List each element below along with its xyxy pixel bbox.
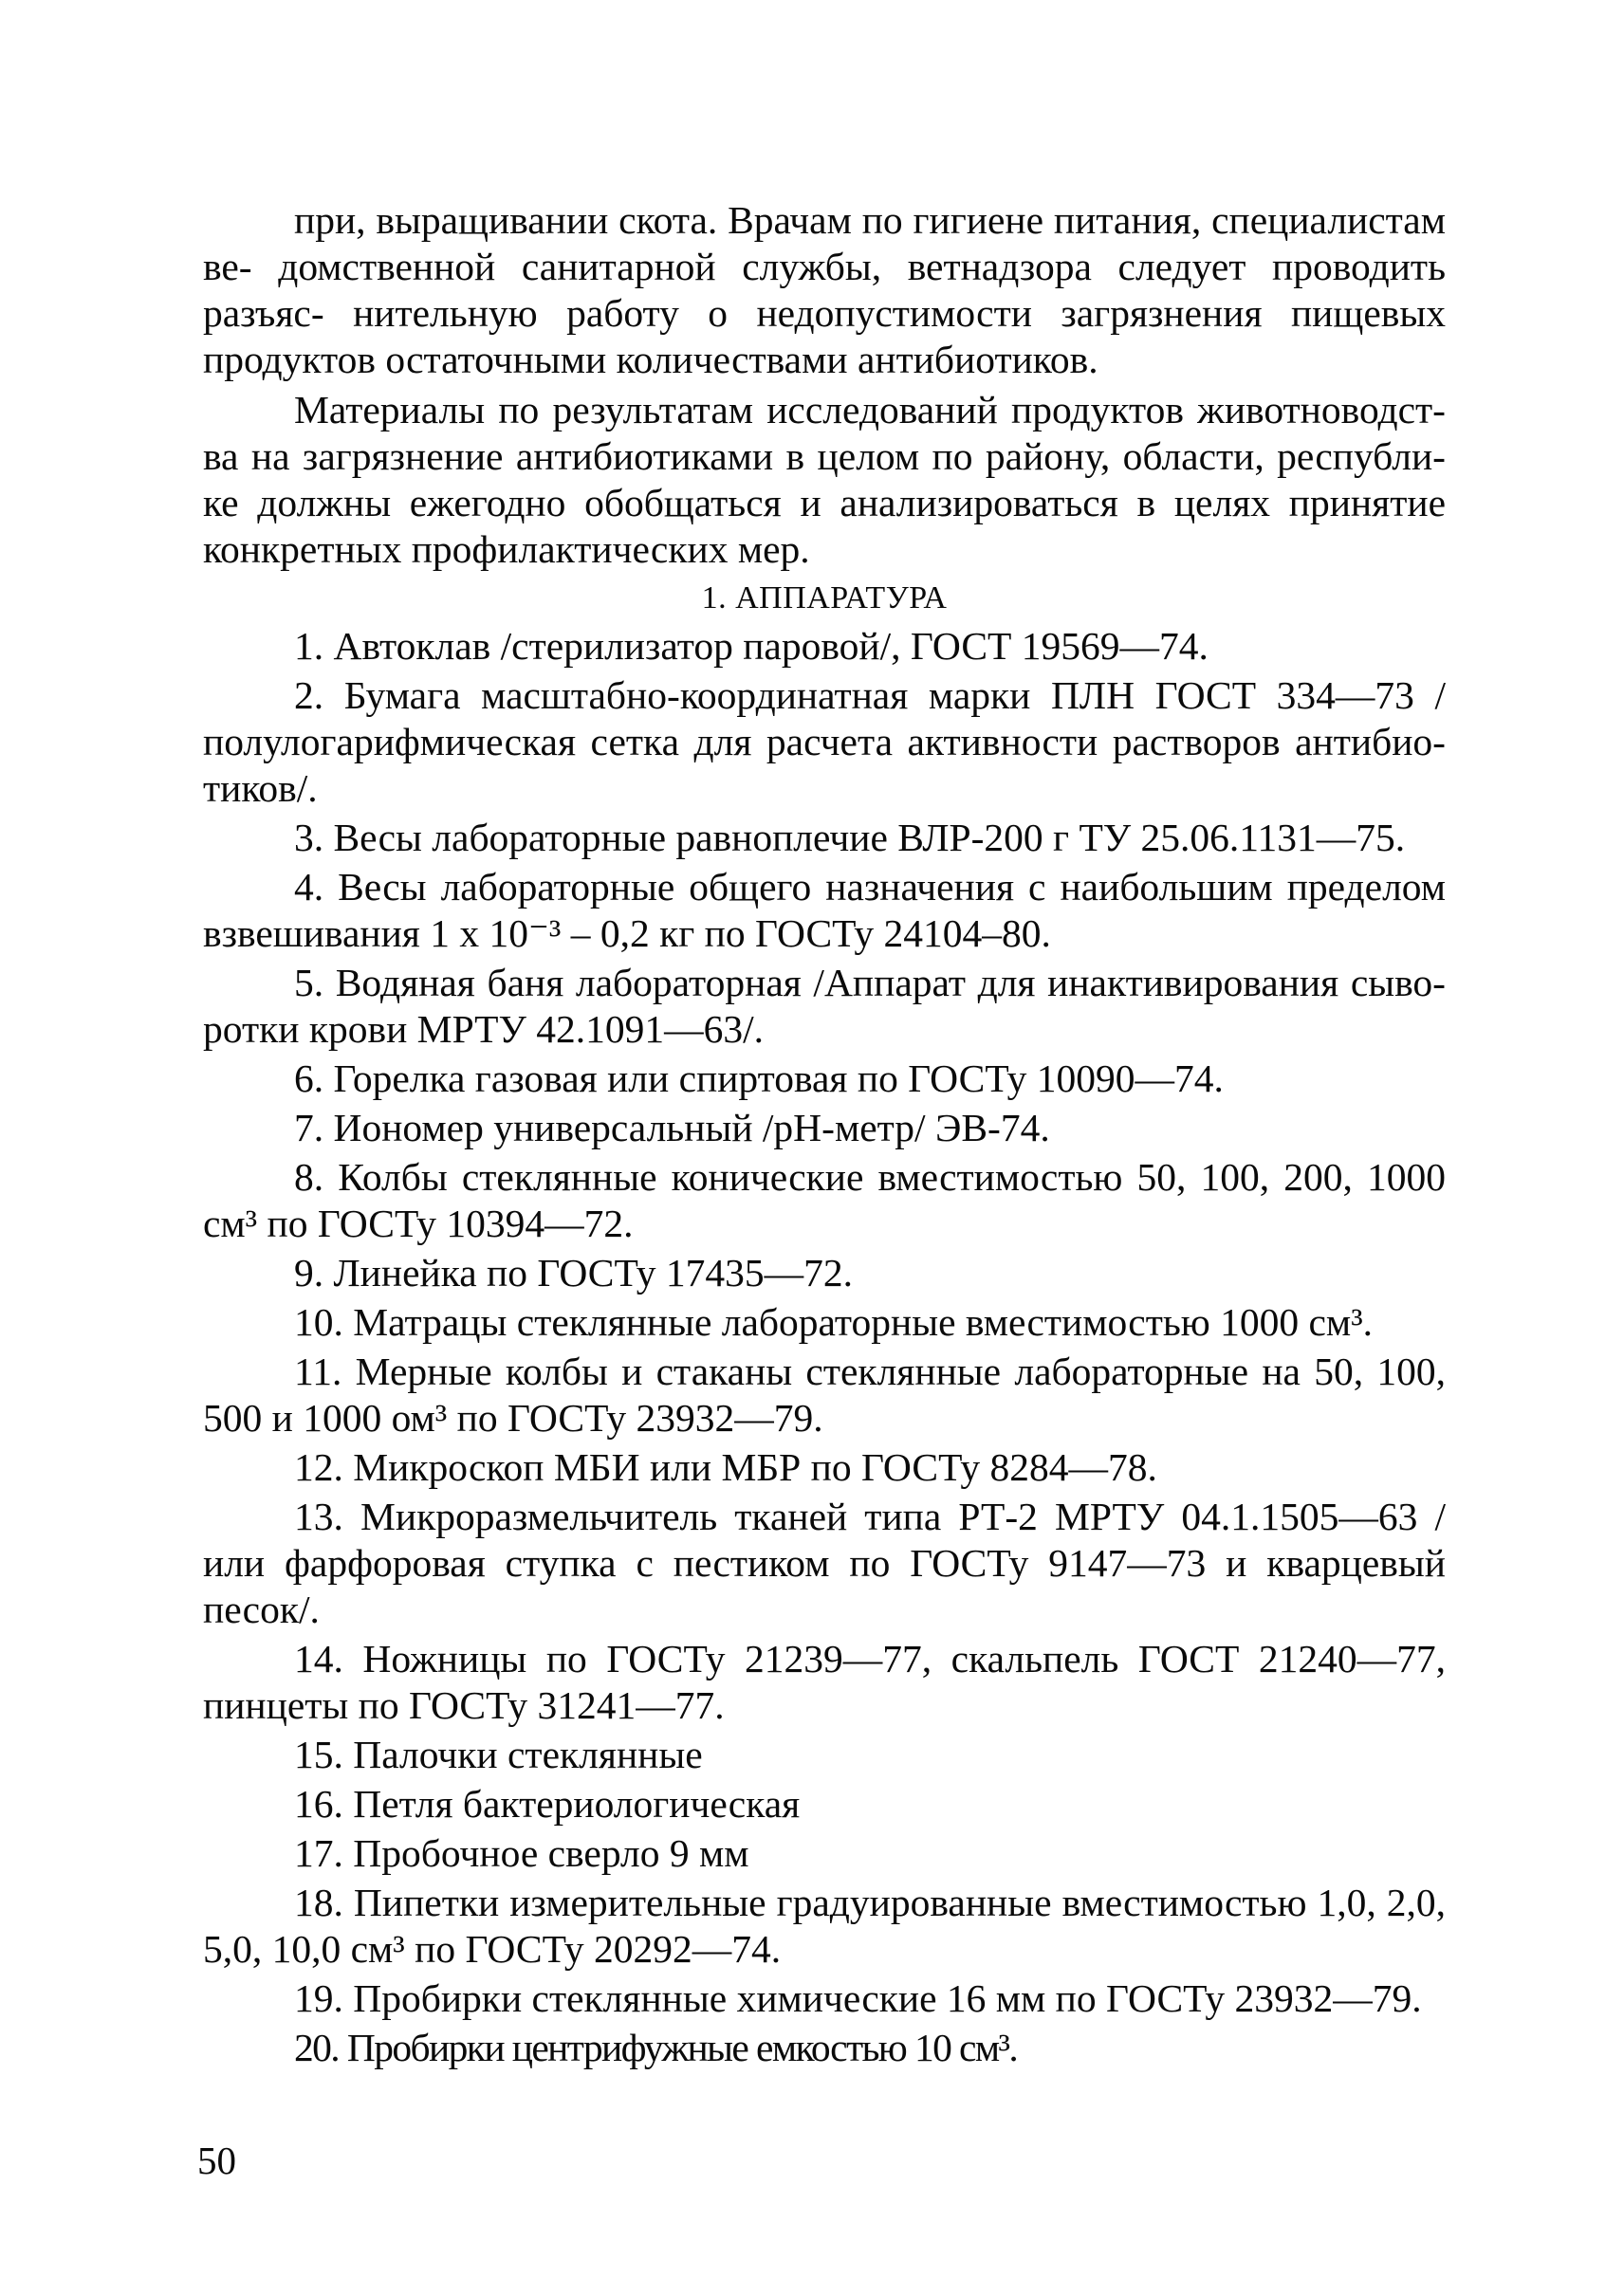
section-heading: 1. АППАРАТУРА: [701, 580, 948, 615]
list-item: 4. Весы лабораторные общего назначения с наибольшим пределом взвешивания 1 х 10⁻³ – 0,2 кг по ГОСТу 24104–80.: [203, 865, 1446, 955]
paragraph-intro-line-3: нительную работу о недопустимости загрязнения пищевых продуктов: [203, 291, 1446, 381]
paragraph-intro-line-1: при, выращивании скота. Врачам по гигиене питания, специалистам ве-: [203, 198, 1446, 288]
paragraph-materials-line-2: ва на загрязнение антибиотиками в целом по району, области, республи-: [203, 434, 1446, 478]
paragraph-intro-line-2: домственной санитарной службы, ветнадзора следует проводить разъяс-: [203, 245, 1446, 335]
page-body: [203, 197, 1446, 2071]
paragraph-intro: [203, 197, 1446, 383]
list-item: 1. Автоклав /стерилизатор паровой/, ГОСТ 19569—74.: [294, 624, 1209, 668]
list-item: 14. Ножницы по ГОСТу 21239—77, скальпель ГОСТ 21240—77, пинцеты по ГОСТу 31241—77.: [203, 1637, 1446, 1727]
paragraph-materials-line-3: ке должны ежегодно обобщаться и анализироваться в целях принятие: [203, 481, 1446, 524]
list-item: 13. Микроразмельчитель тканей типа РТ-2 МРТУ 04.1.1505—63 /или фарфоровая ступка с пестиком по ГОСТу 9147—73 и кварцевый песок/.: [203, 1495, 1446, 1631]
list-item: 7. Иономер универсальный /рН-метр/ ЭВ-74.: [294, 1106, 1050, 1149]
list-item: 16. Петля бактериологическая: [294, 1782, 801, 1826]
list-item: 3. Весы лабораторные равноплечие ВЛР-200 г ТУ 25.06.1131—75.: [294, 816, 1406, 859]
list-item: 20. Пробирки центрифужные емкостью 10 см³.: [294, 2026, 1018, 2069]
list-item: 17. Пробочное сверло 9 мм: [294, 1831, 749, 1875]
paragraph-materials: [203, 387, 1446, 573]
list-item: 12. Микроскоп МБИ или МБР по ГОСТу 8284—78.: [294, 1445, 1157, 1489]
page-number: 50: [197, 2139, 236, 2182]
paragraph-intro-line-4: остаточными количествами антибиотиков.: [385, 338, 1098, 381]
paragraph-materials-line-1: Материалы по результатам исследований продуктов животноводст-: [294, 388, 1446, 432]
list-item: 18. Пипетки измерительные градуированные вместимостью 1,0, 2,0, 5,0, 10,0 см³ по ГОСТу 20292—74.: [203, 1881, 1446, 1971]
list-item: 8. Колбы стеклянные конические вместимостью 50, 100, 200, 1000 см³ по ГОСТу 10394—72.: [203, 1155, 1446, 1245]
list-item: 11. Мерные колбы и стаканы стеклянные лабораторные на 50, 100, 500 и 1000 ом³ по ГОСТу 23932—79.: [203, 1350, 1446, 1440]
list-item: 15. Палочки стеклянные: [294, 1733, 703, 1776]
equipment-list: [203, 623, 1446, 2071]
list-item: 6. Горелка газовая или спиртовая по ГОСТу 10090—74.: [294, 1056, 1224, 1100]
list-item: 5. Водяная баня лабораторная /Аппарат для инактивирования сыво-ротки крови МРТУ 42.1091—63/.: [203, 961, 1446, 1051]
list-item: 2. Бумага масштабно-координатная марки ПЛН ГОСТ 334—73 / полулогарифмическая сетка для расчета активности растворов антибио-тиков/.: [203, 673, 1446, 810]
list-item: 10. Матрацы стеклянные лабораторные вместимостью 1000 см³.: [294, 1300, 1374, 1344]
paragraph-materials-line-4: конкретных профилактических мер.: [203, 527, 810, 571]
list-item: 9. Линейка по ГОСТу 17435—72.: [294, 1251, 854, 1295]
list-item: 19. Пробирки стеклянные химические 16 мм по ГОСТу 23932—79.: [294, 1976, 1422, 2020]
